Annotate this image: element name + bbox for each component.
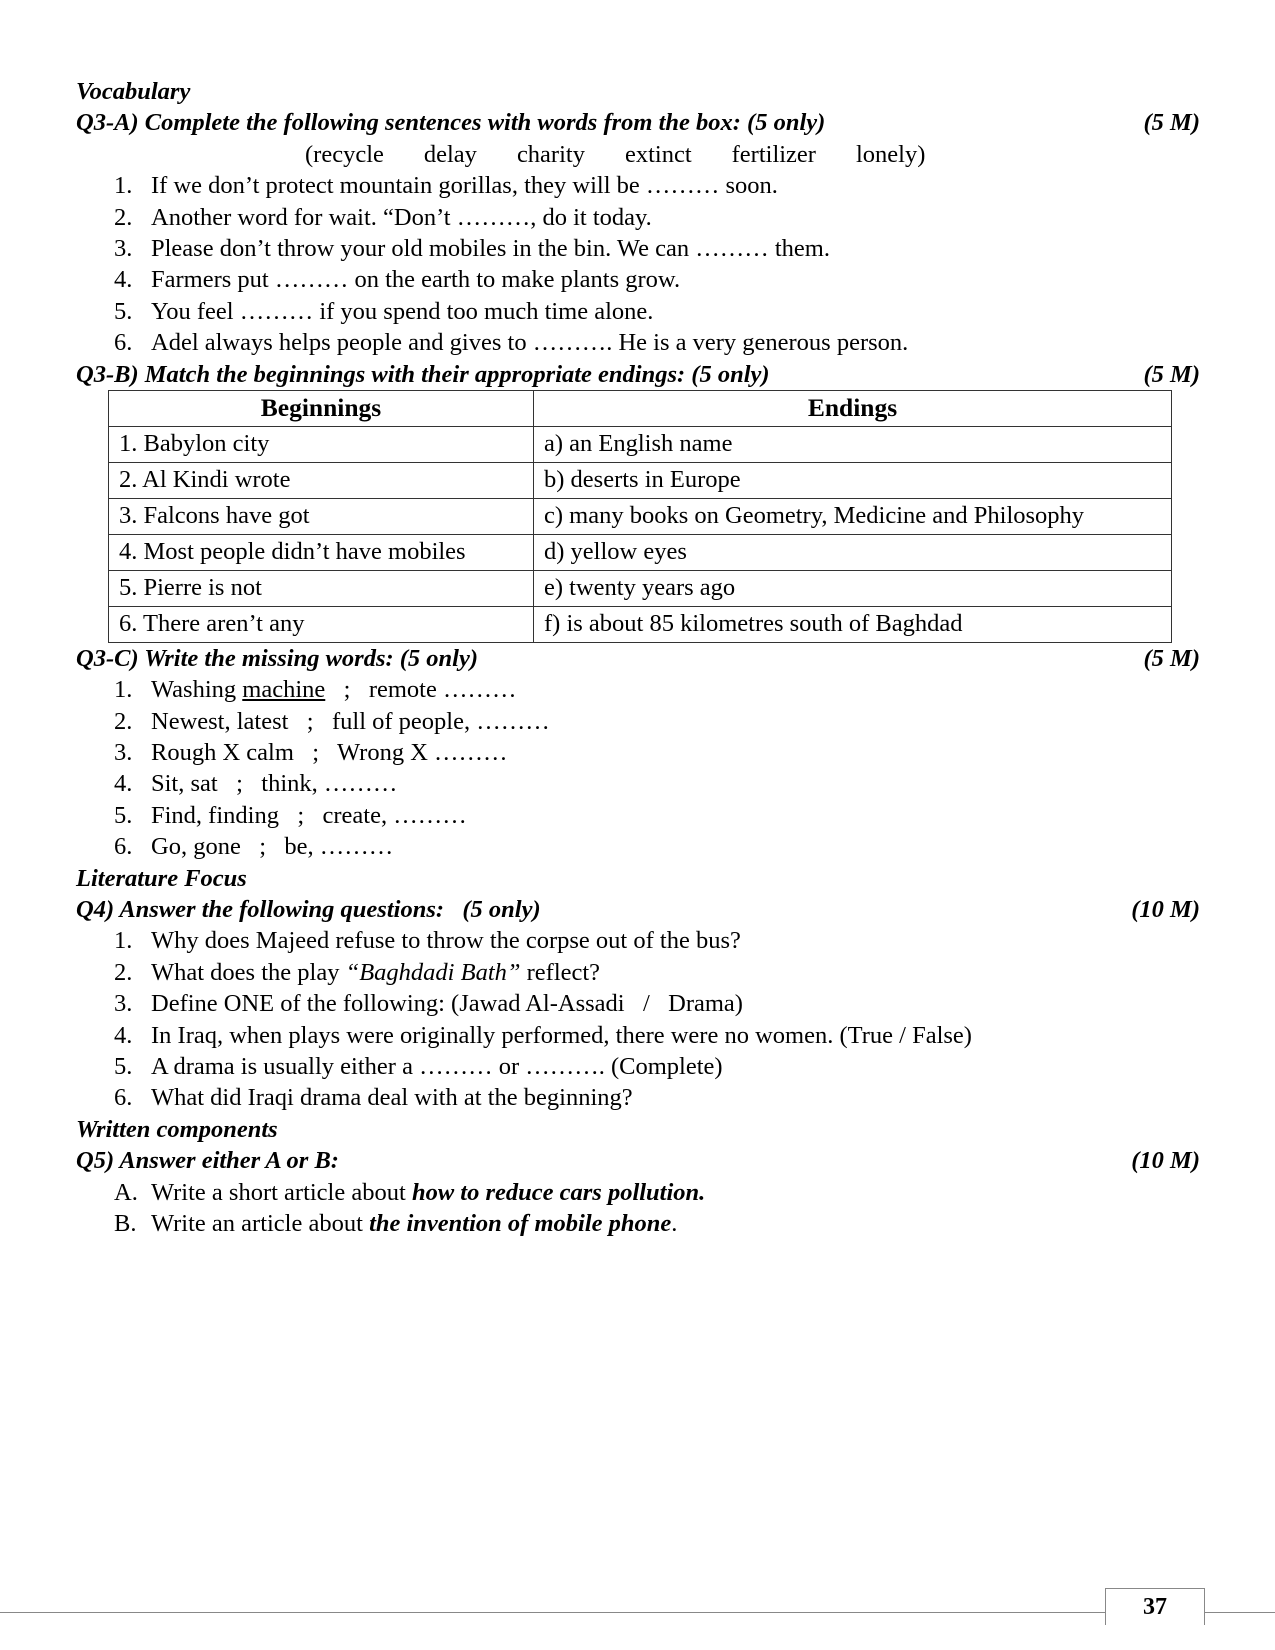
word-box-item: (recycle — [305, 140, 384, 168]
item-text: Washing — [151, 676, 243, 704]
page-number: 37 — [1105, 1588, 1205, 1625]
beginning-cell: 2. Al Kindi wrote — [109, 462, 534, 498]
item-text: Adel always helps people and gives to ………. He is a very generous person. — [151, 329, 909, 357]
list-item — [76, 674, 1200, 705]
item-text: Another word for wait. “Don’t ………, do it today. — [151, 203, 652, 231]
q3c-title: Q3-C) Write the missing words: (5 only) — [76, 644, 479, 672]
underlined-word: machine — [242, 676, 326, 704]
list-item — [76, 800, 1200, 831]
list-item — [76, 957, 1200, 988]
word-box-item: extinct — [624, 140, 692, 168]
table-row — [109, 570, 1172, 606]
item-number: 6. — [114, 329, 133, 357]
column-header-beginnings: Beginnings — [109, 390, 534, 426]
list-item — [76, 327, 1200, 358]
item-text: Write an article about — [151, 1209, 370, 1237]
item-number: 2. — [114, 203, 133, 231]
beginning-cell: 6. There aren’t any — [109, 606, 534, 642]
ending-cell: e) twenty years ago — [534, 570, 1172, 606]
item-text: . — [671, 1209, 678, 1237]
q3b-title: Q3-B) Match the beginnings with their appropriate endings: (5 only) — [76, 360, 770, 388]
item-text: Newest, latest ; full of people, ……… — [151, 707, 550, 735]
item-text: In Iraq, when plays were originally performed, there were no women. (True / False) — [151, 1021, 972, 1049]
item-text: Go, gone ; be, ……… — [151, 833, 394, 861]
item-number: 4. — [114, 770, 133, 798]
item-number: 1. — [114, 927, 133, 955]
item-text: Define ONE of the following: (Jawad Al-Assadi / Drama) — [151, 990, 743, 1018]
item-number: 1. — [114, 676, 133, 704]
item-number: 3. — [114, 990, 133, 1018]
word-box-item: lonely) — [855, 140, 926, 168]
word-box-item: delay — [423, 140, 477, 168]
section-literature: Literature Focus — [76, 864, 247, 892]
word-box-item: charity — [516, 140, 585, 168]
q3a-header — [76, 107, 1200, 138]
beginning-cell: 5. Pierre is not — [109, 570, 534, 606]
item-topic: the invention of mobile phone — [369, 1209, 672, 1237]
item-text: ; remote ……… — [325, 676, 517, 704]
ending-cell: c) many books on Geometry, Medicine and Philosophy — [534, 498, 1172, 534]
beginning-cell: 4. Most people didn’t have mobiles — [109, 534, 534, 570]
item-number: B. — [114, 1209, 137, 1237]
list-item — [76, 1208, 1200, 1239]
q5-header — [76, 1145, 1200, 1176]
item-text: Please don’t throw your old mobiles in the bin. We can ……… them. — [151, 234, 830, 262]
item-number: 4. — [114, 1021, 133, 1049]
item-number: 2. — [114, 958, 133, 986]
q3c-header — [76, 643, 1200, 674]
q4-marks: (10 M) — [1131, 896, 1200, 924]
q4-list — [76, 925, 1200, 1113]
q5-title: Q5) Answer either A or B: — [76, 1147, 339, 1175]
table-header-row — [109, 390, 1172, 426]
table-row — [109, 534, 1172, 570]
item-text: Sit, sat ; think, ……… — [151, 770, 398, 798]
matching-table — [108, 390, 1172, 643]
q3a-marks: (5 M) — [1143, 109, 1200, 137]
word-box-item: fertilizer — [731, 140, 816, 168]
table-row — [109, 426, 1172, 462]
item-text: Find, finding ; create, ……… — [151, 801, 467, 829]
list-item — [76, 988, 1200, 1019]
item-number: 2. — [114, 707, 133, 735]
item-text: Write a short article about — [151, 1178, 412, 1206]
item-number: 5. — [114, 297, 133, 325]
item-text: What did Iraqi drama deal with at the beginning? — [151, 1084, 633, 1112]
item-text: Farmers put ……… on the earth to make plants grow. — [151, 266, 681, 294]
list-item — [76, 296, 1200, 327]
section-vocabulary: Vocabulary — [76, 78, 191, 105]
list-item — [76, 264, 1200, 295]
item-number: 5. — [114, 1052, 133, 1080]
q3b-marks: (5 M) — [1143, 360, 1200, 388]
q4-title: Q4) Answer the following questions: (5 only) — [76, 896, 541, 924]
word-box — [76, 139, 1200, 170]
column-header-endings: Endings — [534, 390, 1172, 426]
list-item — [76, 1082, 1200, 1113]
ending-cell: d) yellow eyes — [534, 534, 1172, 570]
worksheet-page — [76, 76, 1200, 1239]
item-text: Why does Majeed refuse to throw the corpse out of the bus? — [151, 927, 741, 955]
item-text: reflect? — [520, 958, 601, 986]
q3a-list — [76, 170, 1200, 358]
list-item — [76, 1051, 1200, 1082]
table-row — [109, 606, 1172, 642]
q5-list — [76, 1177, 1200, 1240]
item-number: 3. — [114, 234, 133, 262]
item-number: 6. — [114, 1084, 133, 1112]
item-number: 3. — [114, 739, 133, 767]
list-item — [76, 1177, 1200, 1208]
list-item — [76, 1020, 1200, 1051]
list-item — [76, 202, 1200, 233]
item-text: You feel ……… if you spend too much time alone. — [151, 297, 654, 325]
play-title: “Baghdadi Bath” — [345, 958, 521, 986]
list-item — [76, 233, 1200, 264]
list-item — [76, 831, 1200, 862]
section-written: Written components — [76, 1115, 278, 1143]
item-text: Rough X calm ; Wrong X ……… — [151, 739, 508, 767]
list-item — [76, 706, 1200, 737]
q3b-header — [76, 359, 1200, 390]
ending-cell: a) an English name — [534, 426, 1172, 462]
item-number: 1. — [114, 172, 133, 200]
item-number: 4. — [114, 266, 133, 294]
q3c-marks: (5 M) — [1143, 644, 1200, 672]
list-item — [76, 737, 1200, 768]
q5-marks: (10 M) — [1131, 1147, 1200, 1175]
table-row — [109, 462, 1172, 498]
q4-header — [76, 894, 1200, 925]
beginning-cell: 3. Falcons have got — [109, 498, 534, 534]
list-item — [76, 170, 1200, 201]
list-item — [76, 768, 1200, 799]
ending-cell: b) deserts in Europe — [534, 462, 1172, 498]
q3a-title: Q3-A) Complete the following sentences with words from the box: (5 only) — [76, 109, 826, 137]
list-item — [76, 925, 1200, 956]
item-number: 6. — [114, 833, 133, 861]
item-number: A. — [114, 1178, 138, 1206]
q3c-list — [76, 674, 1200, 862]
ending-cell: f) is about 85 kilometres south of Baghdad — [534, 606, 1172, 642]
item-text: What does the play — [151, 958, 346, 986]
beginning-cell: 1. Babylon city — [109, 426, 534, 462]
item-text: If we don’t protect mountain gorillas, they will be ……… soon. — [151, 172, 778, 200]
item-text: A drama is usually either a ……… or ………. (Complete) — [151, 1052, 723, 1080]
item-number: 5. — [114, 801, 133, 829]
table-row — [109, 498, 1172, 534]
item-topic: how to reduce cars pollution. — [411, 1178, 706, 1206]
footer-rule — [0, 1612, 1275, 1613]
